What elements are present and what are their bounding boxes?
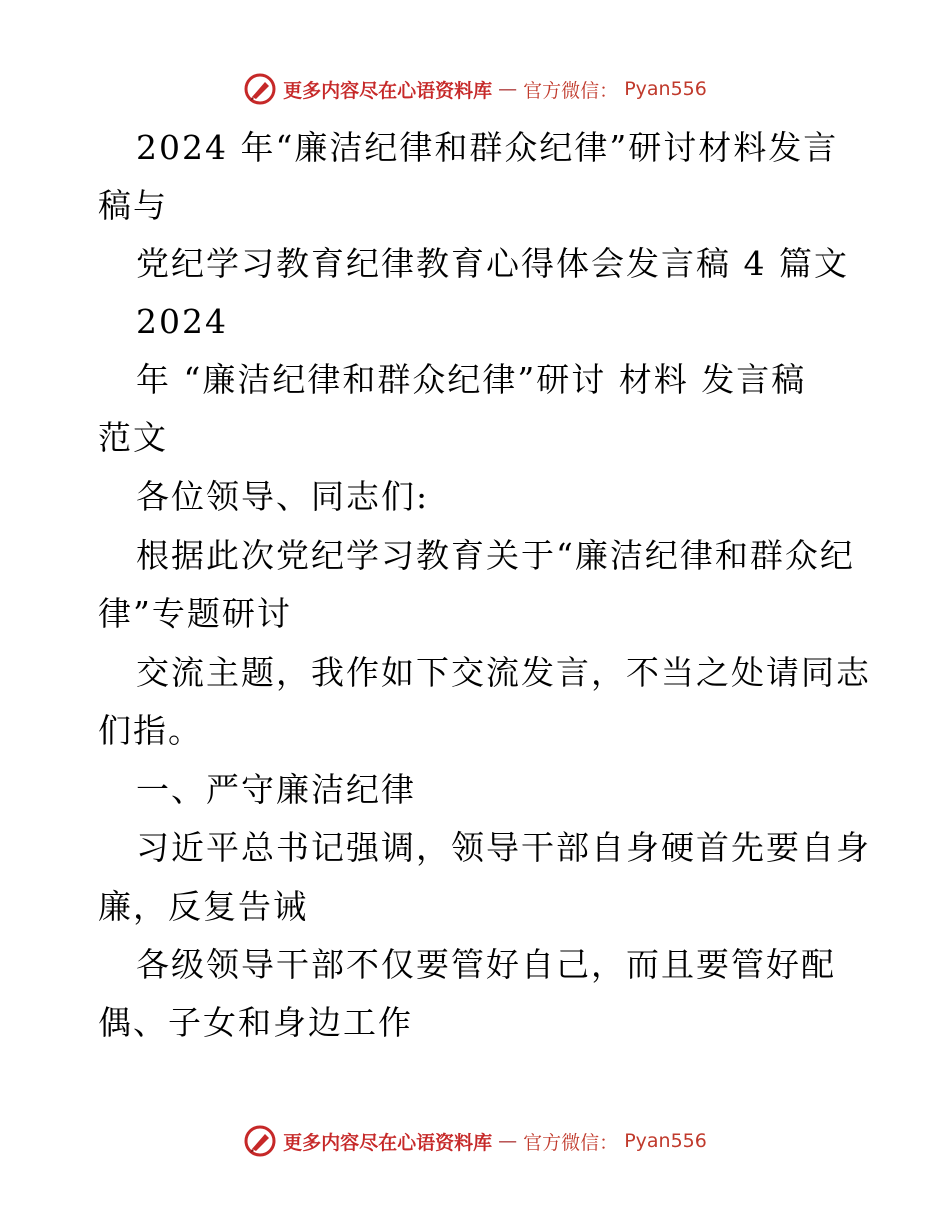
paragraph-line: 律”专题研讨 [98,594,292,633]
pen-logo-icon [243,72,277,106]
paragraph-line: 偶、子女和身边工作 [98,1003,413,1042]
watermark-official: 官方微信： [523,79,619,102]
title-line-1: 2024 年“廉洁纪律和群众纪律”研讨材料发言 [136,128,839,167]
watermark-id: Pyan556 [624,78,707,100]
watermark-site: 更多内容尽在心语资料库 [283,79,493,102]
title-line-4: 2024 [136,302,228,341]
paragraph-line: 交流主题，我作如下交流发言，不当之处请同志 [136,653,871,692]
paragraph-line: 们指。 [98,711,203,750]
watermark-official: 官方微信： [523,1131,619,1154]
salutation: 各位领导、同志们: [136,477,430,516]
subtitle-line-1: 年 “廉洁纪律和群众纪律”研讨 材料 发言稿 [136,360,807,399]
watermark-site: 更多内容尽在心语资料库 [283,1131,493,1154]
footer-watermark [0,1124,950,1158]
watermark-dash: — [498,1130,518,1152]
title-line-3: 党纪学习教育纪律教育心得体会发言稿 4 篇文 [136,244,849,283]
title-line-2: 稿与 [98,186,168,225]
paragraph-line: 习近平总书记强调，领导干部自身硬首先要自身 [136,828,871,867]
header-watermark [0,72,950,106]
paragraph-line: 廉，反复告诫 [98,887,308,926]
section-heading: 一、严守廉洁纪律 [136,770,416,809]
subtitle-line-2: 范文 [98,418,168,457]
paragraph-line: 根据此次党纪学习教育关于“廉洁纪律和群众纪 [136,536,855,575]
paragraph-line: 各级领导干部不仅要管好自己，而且要管好配 [136,945,836,984]
pen-logo-icon [243,1124,277,1158]
watermark-id: Pyan556 [624,1130,707,1152]
watermark-dash: — [498,78,518,100]
